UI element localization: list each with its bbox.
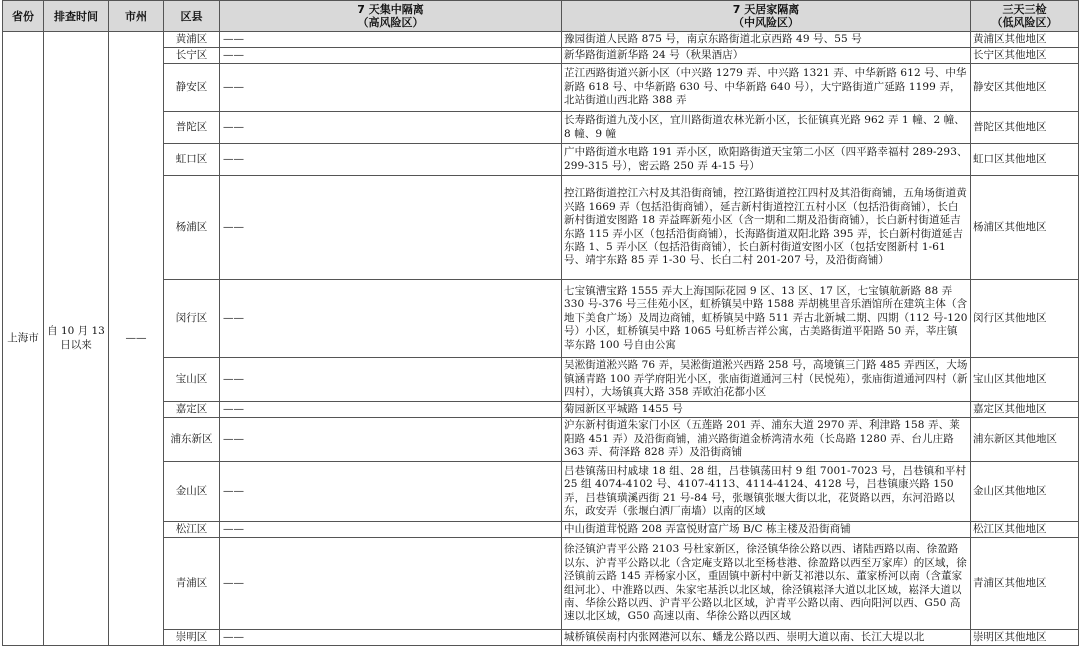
table-row: [3, 462, 1079, 522]
high-risk-cell: ——: [220, 280, 562, 358]
table-row: [3, 112, 1079, 144]
mid-risk-cell: 广中路街道水电路 191 弄小区，欧阳路街道天宝第二小区（四平路幸福村 289-293、299-315 号），密云路 250 弄 4-15 号）: [562, 144, 971, 176]
district-cell: 虹口区: [164, 144, 220, 176]
table-row: [3, 64, 1079, 112]
table-row: [3, 48, 1079, 64]
mid-risk-cell: 豫园街道人民路 875 号，南京东路街道北京西路 49 号、55 号: [562, 32, 971, 48]
high-risk-cell: ——: [220, 176, 562, 280]
district-cell: 黄浦区: [164, 32, 220, 48]
header-high-risk: 7 天集中隔离 （高风险区）: [220, 1, 562, 32]
table-row: [3, 144, 1079, 176]
low-risk-cell: 杨浦区其他地区: [971, 176, 1079, 280]
low-risk-cell: 普陀区其他地区: [971, 112, 1079, 144]
district-cell: 青浦区: [164, 538, 220, 630]
low-risk-cell: 嘉定区其他地区: [971, 402, 1079, 418]
table-row: [3, 522, 1079, 538]
header-row: [3, 1, 1079, 32]
header-check-time: 排查时间: [44, 1, 109, 32]
header-mid-risk: 7 天居家隔离 （中风险区）: [562, 1, 971, 32]
high-risk-cell: ——: [220, 402, 562, 418]
low-risk-cell: 黄浦区其他地区: [971, 32, 1079, 48]
low-risk-cell: 松江区其他地区: [971, 522, 1079, 538]
header-district: 区县: [164, 1, 220, 32]
high-risk-cell: ——: [220, 358, 562, 402]
mid-risk-cell: 控江路街道控江六村及其沿街商铺，控江路街道控江四村及其沿街商铺，五角场街道黄兴路 1669 弄（包括沿街商铺），延吉新村街道控江五村小区（包括沿街商铺），长白新村街道安图路 18 弄益晖新苑小区（含一期和二期及沿街商铺），长白新村街道延吉东路 115 弄小区（包括沿街商铺），长海路街道双阳北路 395 弄，长白新村街道延吉东路 1、5 弄小区（包括沿街商铺），长白新村街道安图小区（包括安图新村 1-61 号、靖宇东路 85 弄 1-30 号、长白二村 201-207 号，及沿街商铺）: [562, 176, 971, 280]
low-risk-cell: 浦东新区其他地区: [971, 418, 1079, 462]
high-risk-cell: ——: [220, 48, 562, 64]
mid-risk-cell: 吕巷镇荡田村戚埭 18 组、28 组，吕巷镇荡田村 9 组 7001-7023 号，吕巷镇和平村 25 组 4074-4102 号、4107-4113、4114-4124、4128 号，吕巷镇康兴路 150 弄，吕巷镇璜溪西街 21 号-84 号，张堰镇张堰大街以北，花贤路以西，东河沿路以东，政安弄（张堰白洒厂南墙）以南的区域: [562, 462, 971, 522]
high-risk-cell: ——: [220, 630, 562, 646]
header-low-risk: 三天三检 （低风险区）: [971, 1, 1079, 32]
low-risk-cell: 青浦区其他地区: [971, 538, 1079, 630]
low-risk-cell: 静安区其他地区: [971, 64, 1079, 112]
district-cell: 金山区: [164, 462, 220, 522]
table-row: [3, 538, 1079, 630]
district-cell: 崇明区: [164, 630, 220, 646]
high-risk-cell: ——: [220, 144, 562, 176]
low-risk-cell: 崇明区其他地区: [971, 630, 1079, 646]
header-province: 省份: [3, 1, 44, 32]
mid-risk-cell: 中山街道茸悦路 208 弄富悦财富广场 B/C 栋主楼及沿街商铺: [562, 522, 971, 538]
mid-risk-cell: 新华路街道新华路 24 号（秋果酒店）: [562, 48, 971, 64]
risk-area-table: [2, 0, 1079, 646]
city-cell: ——: [109, 32, 164, 646]
district-cell: 普陀区: [164, 112, 220, 144]
district-cell: 浦东新区: [164, 418, 220, 462]
table-row: [3, 280, 1079, 358]
mid-risk-cell: 城桥镇侯南村内张网港河以东、蟠龙公路以西、崇明大道以南、长江大堤以北: [562, 630, 971, 646]
mid-risk-cell: 吴淞街道淞兴路 76 弄，吴淞街道淞兴西路 258 号，高境镇三门路 485 弄西区，大场镇涵青路 100 弄学府阳光小区，张庙街道通河三村（民悦苑），张庙街道通河四村（新四村），大场镇真大路 358 弄欧泊花都小区: [562, 358, 971, 402]
table-row: [3, 176, 1079, 280]
mid-risk-cell: 沪东新村街道朱家门小区（五莲路 201 弄、浦东大道 2970 弄、利津路 158 弄、莱阳路 451 弄）及沿街商铺，浦兴路街道金桥湾清水苑（长岛路 1280 弄、台儿庄路 363 弄、荷泽路 828 弄）及沿街商铺: [562, 418, 971, 462]
mid-risk-cell: 长寿路街道九茂小区，宜川路街道农林光新小区，长征镇真光路 962 弄 1 幢、2 幢、8 幢、9 幢: [562, 112, 971, 144]
header-city: 市州: [109, 1, 164, 32]
district-cell: 松江区: [164, 522, 220, 538]
mid-risk-cell: 芷江西路街道兴新小区（中兴路 1279 弄、中兴路 1321 弄、中华新路 612 号、中华新路 618 号、中华新路 630 号、中华新路 640 号），大宁路街道广延路 1199 弄，北站街道山西北路 388 弄: [562, 64, 971, 112]
province-cell: 上海市: [3, 32, 44, 646]
district-cell: 宝山区: [164, 358, 220, 402]
low-risk-cell: 宝山区其他地区: [971, 358, 1079, 402]
high-risk-cell: ——: [220, 112, 562, 144]
high-risk-cell: ——: [220, 418, 562, 462]
table-row: [3, 630, 1079, 646]
district-cell: 嘉定区: [164, 402, 220, 418]
district-cell: 静安区: [164, 64, 220, 112]
high-risk-cell: ——: [220, 64, 562, 112]
mid-risk-cell: 七宝镇漕宝路 1555 弄大上海国际花园 9 区、13 区、17 区，七宝镇航新路 88 弄 330 号-376 号三佳苑小区，虹桥镇吴中路 1588 弄胡桃里音乐酒馆所在建筑主体（含地下美食广场）及周边商铺，虹桥镇吴中路 511 弄古北新城二期、四期（112 号-120 号）小区，虹桥镇吴中路 1065 号虹桥吉祥公寓，古美路街道平阳路 50 弄，莘庄镇莘东路 100 号自由公寓: [562, 280, 971, 358]
low-risk-cell: 金山区其他地区: [971, 462, 1079, 522]
district-cell: 闵行区: [164, 280, 220, 358]
table-row: [3, 32, 1079, 48]
low-risk-cell: 长宁区其他地区: [971, 48, 1079, 64]
high-risk-cell: ——: [220, 522, 562, 538]
table-row: [3, 358, 1079, 402]
table-row: [3, 402, 1079, 418]
district-cell: 杨浦区: [164, 176, 220, 280]
high-risk-cell: ——: [220, 462, 562, 522]
low-risk-cell: 闵行区其他地区: [971, 280, 1079, 358]
high-risk-cell: ——: [220, 538, 562, 630]
high-risk-cell: ——: [220, 32, 562, 48]
mid-risk-cell: 菊园新区平城路 1455 号: [562, 402, 971, 418]
table-row: [3, 418, 1079, 462]
low-risk-cell: 虹口区其他地区: [971, 144, 1079, 176]
district-cell: 长宁区: [164, 48, 220, 64]
mid-risk-cell: 徐泾镇沪青平公路 2103 号杜家新区，徐泾镇华徐公路以西、诸陆西路以南、徐盈路以东、沪青平公路以北（含定庵支路以北至杨巷港、徐盈路以西至万家库）的区域，徐泾镇前云路 145 弄杨家小区，重固镇中新村中新艾祁港以东、董家桥河以南（含董家组河北）、中淮路以西、朱家宅基浜以北区域，徐泾镇崧泽大道以北区域，崧泽大道以南、华徐公路以西、沪青平公路以北区域，沪青平公路以南、西向阳河以西、G50 高速以北区域，G50 高速以南、华徐公路以西区域: [562, 538, 971, 630]
check-time-cell: 自 10 月 13 日以来: [44, 32, 109, 646]
